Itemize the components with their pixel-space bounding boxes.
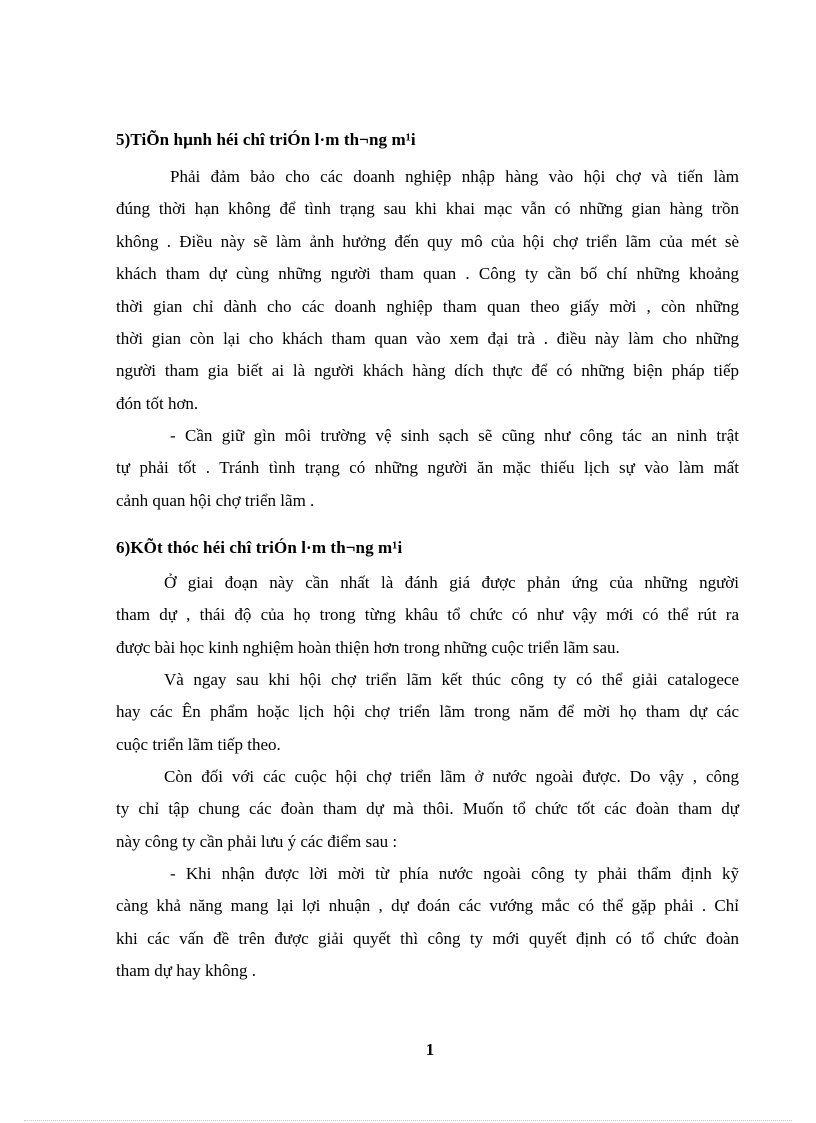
text-line: người tham gia biết ai là người khách hàng dích thực để có những biện pháp tiếp xyxy=(116,361,739,381)
text-line: ty chỉ tập chung các đoàn tham dự mà thôi. Muốn tổ chức tốt các đoàn tham dự xyxy=(116,799,739,819)
text-line: được bài học kinh nghiệm hoàn thiện hơn trong những cuộc triển lãm sau. xyxy=(116,637,620,657)
section-5-paragraph-1 xyxy=(116,161,739,420)
section-6-heading: 6)KÕt thóc héi chî triÓn l·m th¬ng m¹i xyxy=(116,538,403,557)
text-line: Còn đối với các cuộc hội chợ triển lãm ở nước ngoài được. Do vậy , công xyxy=(164,767,739,786)
section-6-paragraph-1 xyxy=(116,567,739,664)
text-line: đúng thời hạn không để tình trạng sau khi khai mạc vẫn có những gian hàng trồn xyxy=(116,199,739,219)
text-line: không . Điều này sẽ làm ảnh hưởng đến quy mô của hội chợ triển lãm của mét sè xyxy=(116,231,739,251)
text-line: khách tham dự cùng những người tham quan . Công ty cần bố chí những khoảng xyxy=(116,264,739,284)
text-line: cuộc triển lãm tiếp theo. xyxy=(116,734,281,754)
text-line: càng khả năng mang lại lợi nhuận , dự đoán các vướng mắc có thể gặp phải . Chỉ xyxy=(116,896,739,916)
text-line: - Khi nhận được lời mời từ phía nước ngoài công ty phải thẩm định kỹ xyxy=(170,864,739,883)
text-line: hay các Ên phẩm hoặc lịch hội chợ triển lãm trong năm để mời họ tham dự các xyxy=(116,702,739,722)
text-line: cảnh quan hội chợ triển lãm . xyxy=(116,490,315,510)
text-line: tự phải tốt . Tránh tình trạng có những người ăn mặc thiếu lịch sự vào làm mất xyxy=(116,458,739,478)
text-line: Và ngay sau khi hội chợ triển lãm kết thúc công ty có thể giải catalogece xyxy=(164,670,739,689)
text-line: đón tốt hơn. xyxy=(116,393,199,413)
text-line: khi các vấn đề trên được giải quyết thì công ty mới quyết định có tổ chức đoàn xyxy=(116,928,739,948)
section-6-paragraph-4 xyxy=(116,858,739,988)
text-line: tham dự hay không . xyxy=(116,961,257,981)
text-line: tham dự , thái độ của họ trong từng khâu tổ chức có như vậy mới có thể rút ra xyxy=(116,605,739,625)
text-line: Phải đảm bảo cho các doanh nghiệp nhập hàng vào hội chợ và tiến làm xyxy=(170,167,739,186)
section-6-paragraph-2 xyxy=(116,664,739,761)
footer-divider xyxy=(24,1120,792,1121)
section-5-paragraph-2 xyxy=(116,420,739,517)
section-6-paragraph-3 xyxy=(116,761,739,858)
text-line: này công ty cần phải lưu ý các điểm sau : xyxy=(116,831,398,851)
page-number: 1 xyxy=(425,1040,435,1059)
text-line: Ở giai đoạn này cần nhất là đánh giá được phản ứng của những người xyxy=(164,573,739,592)
text-line: thời gian chỉ dành cho các doanh nghiệp tham quan theo giấy mời , còn những xyxy=(116,296,739,316)
section-5-heading: 5)TiÕn hµnh héi chî triÓn l·m th¬ng m¹i xyxy=(116,130,416,149)
text-line: - Cần giữ gìn môi trường vệ sinh sạch sẽ cũng như công tác an ninh trật xyxy=(170,426,739,445)
text-line: thời gian còn lại cho khách tham quan vào xem đại trà . điều này làm cho những xyxy=(116,329,739,349)
